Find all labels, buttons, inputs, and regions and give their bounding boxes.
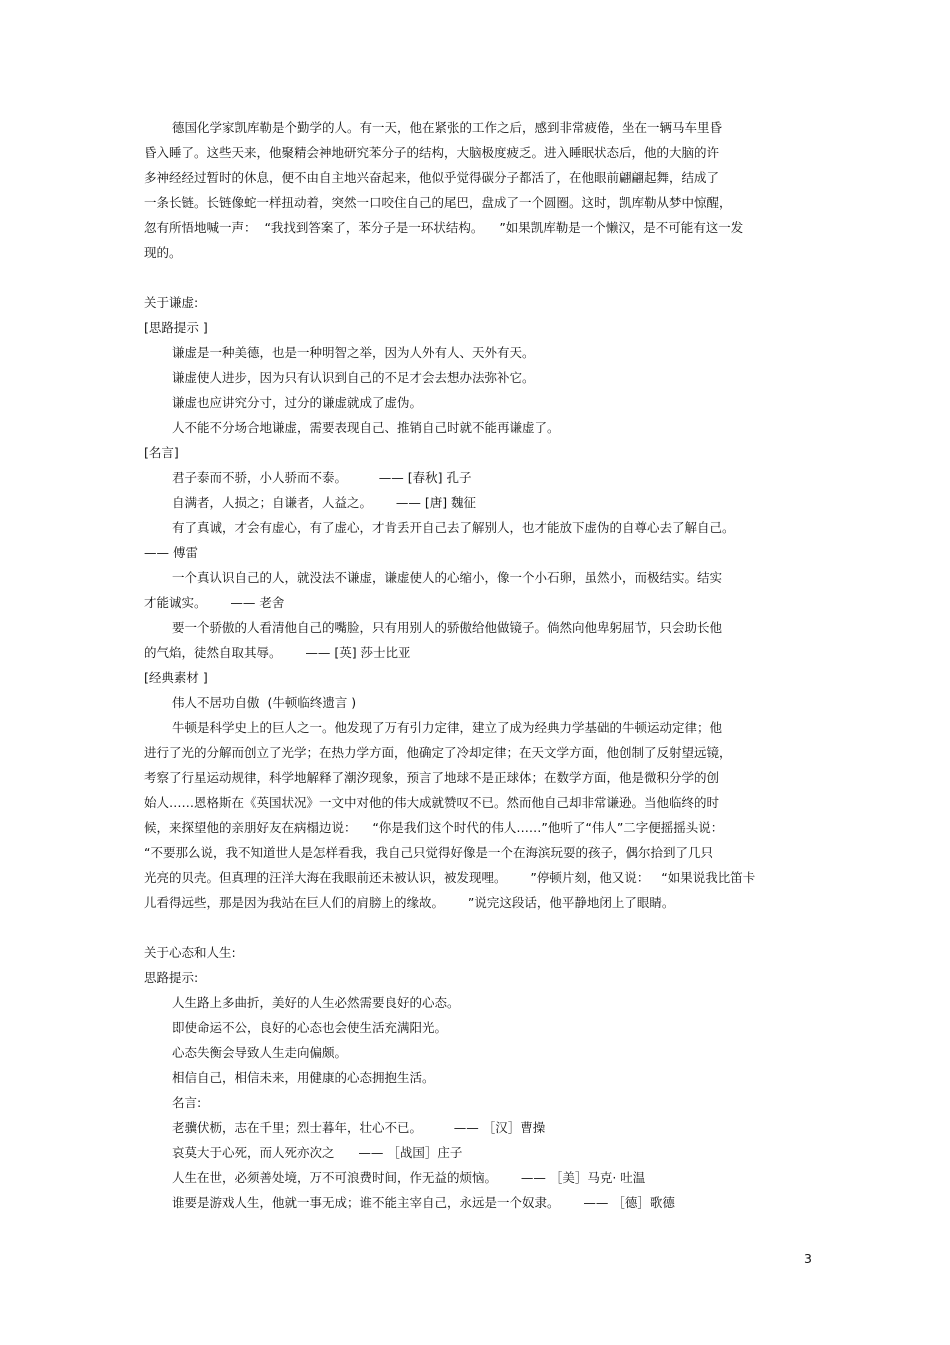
quote-line: 人生在世，必须善处境，万不可浪费时间，作无益的烦恼。 —— ［美］马克· 吐温 bbox=[172, 1170, 646, 1185]
quote-line: 的气焰，徒然自取其辱。 —— [英] 莎士比亚 bbox=[144, 645, 411, 660]
paragraph-newton-line-3: 考察了行星运动规律，科学地解释了潮汐现象，预言了地球不是正球体；在数学方面，他是微积分学的创 bbox=[144, 770, 720, 785]
tip-line: 即使命运不公，良好的心态也会使生活充满阳光。 bbox=[172, 1020, 448, 1035]
tip-line: 人生路上多曲折，美好的人生必然需要良好的心态。 bbox=[172, 995, 460, 1010]
section-heading-modesty: 关于谦虚: bbox=[144, 295, 199, 310]
paragraph-kekule-line-2: 昏入睡了。这些天来，他聚精会神地研究苯分子的结构，大脑极度疲乏。进入睡眠状态后，他的大脑的许 bbox=[144, 145, 720, 160]
paragraph-kekule-line-3: 多神经经过暂时的休息，便不由自主地兴奋起来，他似乎觉得碳分子都活了，在他眼前翩翩起舞，结成了 bbox=[144, 170, 720, 185]
paragraph-kekule-line-4: 一条长链。长链像蛇一样扭动着，突然一口咬住自己的尾巴，盘成了一个圆圈。这时，凯库勒从梦中惊醒， bbox=[144, 195, 732, 210]
paragraph-newton-line-4: 始人……恩格斯在《英国状况》一文中对他的伟大成就赞叹不已。然而他自己却非常谦逊。当他临终的时 bbox=[144, 795, 720, 810]
subheading-classic-material: [经典素材 ] bbox=[144, 670, 208, 685]
paragraph-kekule-line-5: 忽有所悟地喊一声： “我找到答案了，苯分子是一环状结构。 ”如果凯库勒是一个懒汉，是不可能有这一发 bbox=[144, 220, 744, 235]
quote-line: 才能诚实。 —— 老舍 bbox=[144, 595, 285, 610]
quote-line: 要一个骄傲的人看清他自己的嘴脸，只有用别人的骄傲给他做镜子。倘然向他卑躬屈节，只会助长他 bbox=[172, 620, 723, 635]
quote-line: 谁要是游戏人生，他就一事无成；谁不能主宰自己，永远是一个奴隶。 —— ［德］歌德 bbox=[172, 1195, 675, 1210]
page-number: 3 bbox=[804, 1251, 812, 1266]
section-heading-mindset: 关于心态和人生: bbox=[144, 945, 236, 960]
quote-line: 老骥伏枥，志在千里；烈士暮年，壮心不已。 —— ［汉］曹操 bbox=[172, 1120, 546, 1135]
tip-line: 心态失衡会导致人生走向偏颇。 bbox=[172, 1045, 348, 1060]
tip-line: 谦虚是一种美德，也是一种明智之举，因为人外有人、天外有天。 bbox=[172, 345, 535, 360]
paragraph-newton-line-6: “不要那么说，我不知道世人是怎样看我，我自己只觉得好像是一个在海滨玩耍的孩子，偶尔拾到了几只 bbox=[144, 845, 713, 860]
paragraph-newton-line-8: 儿看得远些，那是因为我站在巨人们的肩膀上的缘故。 ”说完这段话，他平静地闭上了眼睛。 bbox=[144, 895, 675, 910]
paragraph-newton-line-2: 进行了光的分解而创立了光学；在热力学方面，他确定了冷却定律；在天文学方面，他创制了反射望远镜， bbox=[144, 745, 732, 760]
paragraph-newton-line-5: 候，来探望他的亲朋好友在病榻边说： “你是我们这个时代的伟人……”他听了“伟人”二字便摇摇头说： bbox=[144, 820, 724, 835]
subheading-thinking-tips: 思路提示: bbox=[144, 970, 199, 985]
tip-line: 谦虚使人进步，因为只有认识到自己的不足才会去想办法弥补它。 bbox=[172, 370, 535, 385]
quote-line: 一个真认识自己的人，就没法不谦虚，谦虚使人的心缩小，像一个小石卵，虽然小，而极结实。结实 bbox=[172, 570, 723, 585]
tip-line: 相信自己，相信未来，用健康的心态拥抱生活。 bbox=[172, 1070, 435, 1085]
paragraph-newton-line-1: 牛顿是科学史上的巨人之一。他发现了万有引力定律，建立了成为经典力学基础的牛顿运动定律；他 bbox=[172, 720, 723, 735]
subheading-thinking-tips: [思路提示 ] bbox=[144, 320, 208, 335]
paragraph-kekule-line-1: 德国化学家凯库勒是个勤学的人。有一天，他在紧张的工作之后，感到非常疲倦，坐在一辆马车里昏 bbox=[172, 120, 723, 135]
quote-line: 自满者，人损之；自谦者，人益之。 —— [唐] 魏征 bbox=[172, 495, 477, 510]
subheading-quotes: [名言] bbox=[144, 445, 179, 460]
quote-line: 君子泰而不骄，小人骄而不泰。 —— [春秋] 孔子 bbox=[172, 470, 472, 485]
paragraph-kekule-line-6: 现的。 bbox=[144, 245, 182, 260]
paragraph-newton-line-7: 光亮的贝壳。但真理的汪洋大海在我眼前还未被认识，被发现哩。 ”停顿片刻，他又说： “如果说我比笛卡 bbox=[144, 870, 756, 885]
tip-line: 谦虚也应讲究分寸，过分的谦虚就成了虚伪。 bbox=[172, 395, 423, 410]
quote-attribution: —— 傅雷 bbox=[144, 545, 198, 560]
quote-line: 有了真诚，才会有虚心，有了虚心，才肯丢开自己去了解别人，也才能放下虚伪的自尊心去了解自己。 bbox=[172, 520, 735, 535]
subheading-quotes: 名言: bbox=[172, 1095, 202, 1110]
material-title: 伟人不居功自傲 (牛顿临终遗言 ) bbox=[172, 695, 357, 710]
quote-line: 哀莫大于心死，而人死亦次之 —— ［战国］庄子 bbox=[172, 1145, 463, 1160]
tip-line: 人不能不分场合地谦虚，需要表现自己、推销自己时就不能再谦虚了。 bbox=[172, 420, 560, 435]
